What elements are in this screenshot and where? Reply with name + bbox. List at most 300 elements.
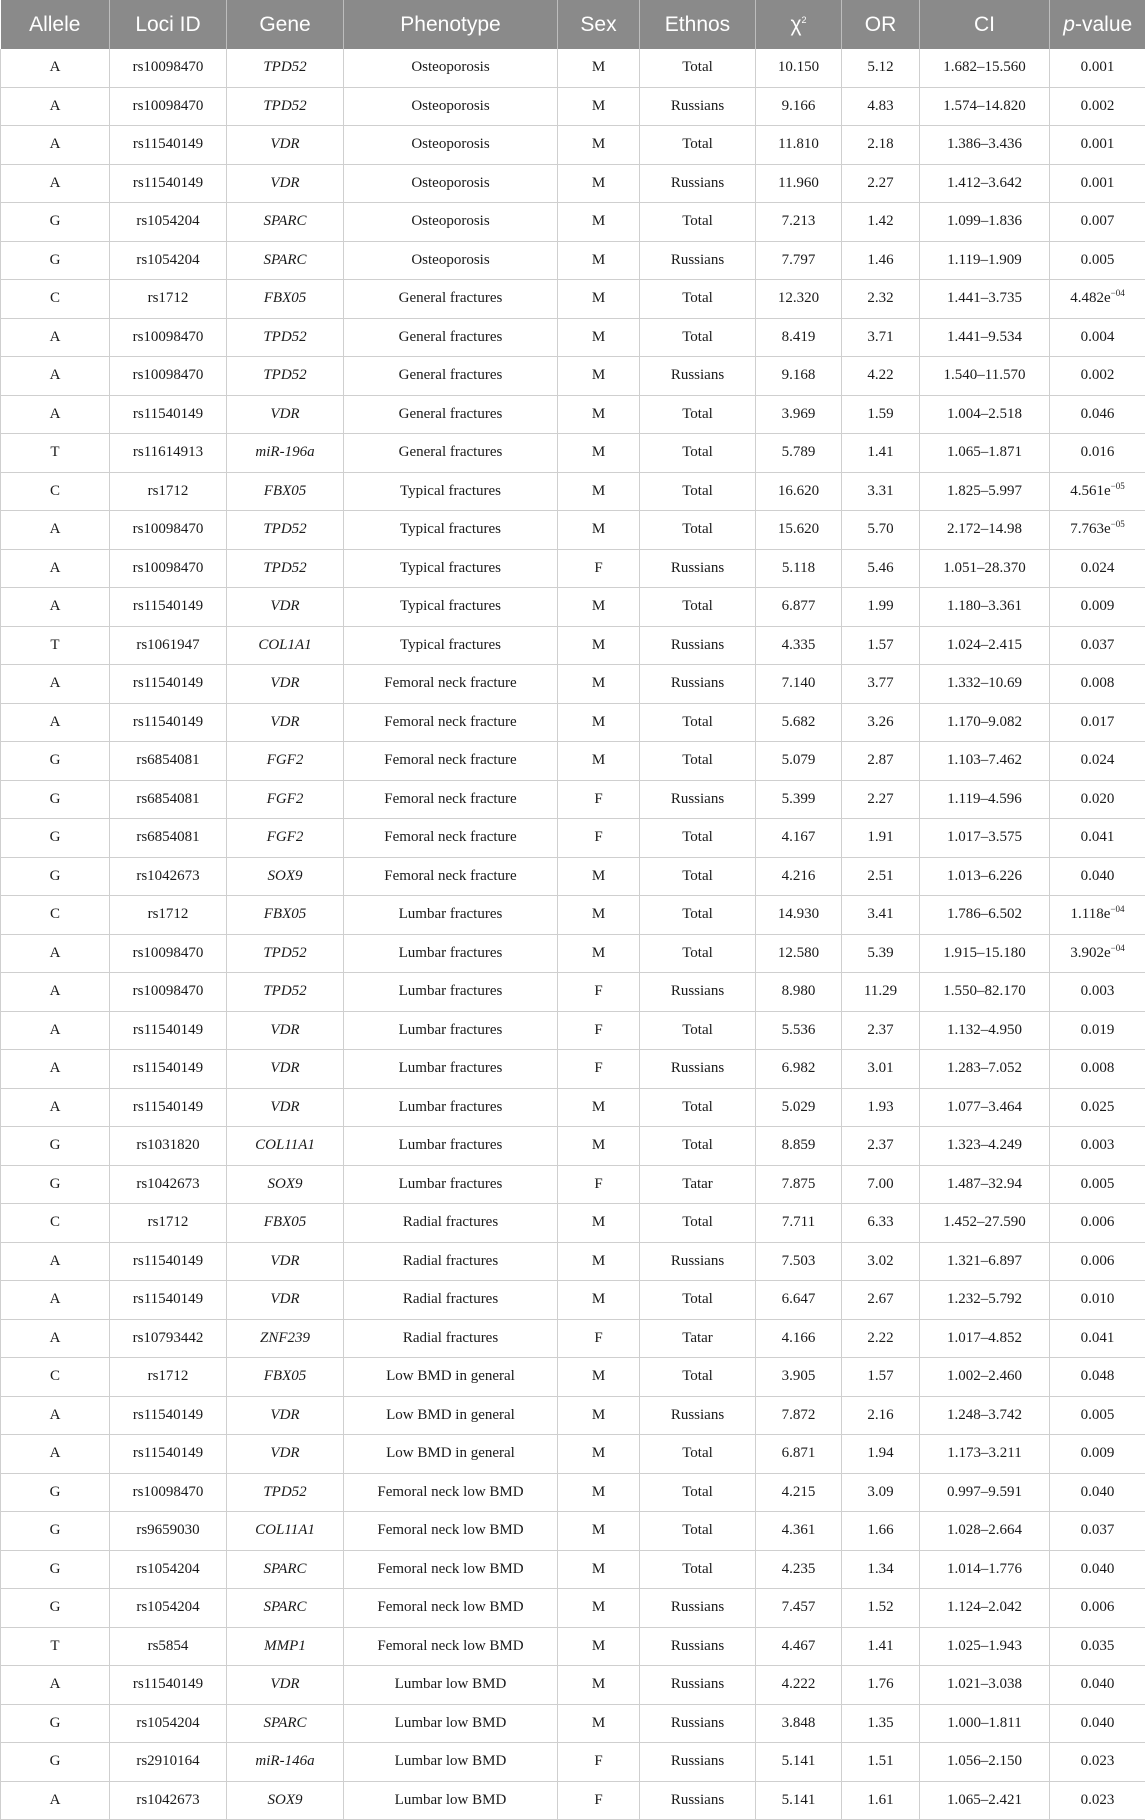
p-value-text: 0.046 [1081, 406, 1115, 422]
table-row [1, 588, 1145, 627]
cell-ethnos: Total [640, 472, 756, 511]
cell-allele: A [1, 1050, 110, 1089]
cell-gene: VDR [227, 1011, 344, 1050]
table-row [1, 1743, 1145, 1782]
cell-sex: M [558, 126, 640, 165]
p-value-text: 0.041 [1081, 829, 1115, 845]
cell-p-value [1050, 280, 1145, 319]
cell-gene: VDR [227, 588, 344, 627]
cell-ci: 1.017–4.852 [920, 1319, 1050, 1358]
p-value-exponent: −05 [1111, 519, 1125, 529]
cell-ci: 1.017–3.575 [920, 819, 1050, 858]
cell-or: 1.41 [842, 1627, 920, 1666]
cell-p-value [1050, 1396, 1145, 1435]
cell-ethnos: Total [640, 934, 756, 973]
p-value-exponent: −04 [1111, 943, 1125, 953]
cell-ci: 1.077–3.464 [920, 1088, 1050, 1127]
cell-allele: A [1, 49, 110, 87]
cell-gene: FGF2 [227, 780, 344, 819]
table-row [1, 511, 1145, 550]
cell-or: 1.34 [842, 1550, 920, 1589]
header-chi-square [756, 0, 842, 49]
cell-allele: G [1, 780, 110, 819]
cell-chi-square: 5.789 [756, 434, 842, 473]
cell-sex: M [558, 472, 640, 511]
p-value-text: 0.006 [1081, 1599, 1115, 1615]
cell-loci-id: rs10098470 [110, 511, 227, 550]
cell-gene: TPD52 [227, 511, 344, 550]
cell-phenotype: Femoral neck fracture [344, 857, 558, 896]
cell-loci-id: rs6854081 [110, 780, 227, 819]
table-row [1, 472, 1145, 511]
cell-sex: M [558, 626, 640, 665]
cell-chi-square: 3.905 [756, 1358, 842, 1397]
cell-ethnos: Total [640, 1204, 756, 1243]
cell-allele: A [1, 1435, 110, 1474]
cell-sex: M [558, 434, 640, 473]
cell-phenotype: General fractures [344, 357, 558, 396]
table-row [1, 1704, 1145, 1743]
cell-allele: C [1, 1358, 110, 1397]
cell-gene: SPARC [227, 1704, 344, 1743]
cell-ci: 1.386–3.436 [920, 126, 1050, 165]
p-value-text: 0.040 [1081, 1676, 1115, 1692]
cell-chi-square: 8.859 [756, 1127, 842, 1166]
cell-loci-id: rs10098470 [110, 1473, 227, 1512]
cell-or: 5.12 [842, 49, 920, 87]
cell-phenotype: Low BMD in general [344, 1396, 558, 1435]
cell-ethnos: Total [640, 1281, 756, 1320]
cell-ethnos: Russians [640, 1050, 756, 1089]
p-value-text: 0.008 [1081, 1060, 1115, 1076]
cell-gene: VDR [227, 1088, 344, 1127]
cell-chi-square: 4.222 [756, 1666, 842, 1705]
cell-allele: A [1, 1281, 110, 1320]
cell-loci-id: rs11540149 [110, 1281, 227, 1320]
cell-loci-id: rs1712 [110, 472, 227, 511]
p-value-text: 0.040 [1081, 1715, 1115, 1731]
cell-sex: M [558, 588, 640, 627]
cell-ethnos: Russians [640, 626, 756, 665]
p-value-text: 0.003 [1081, 983, 1115, 999]
cell-phenotype: Lumbar fractures [344, 1165, 558, 1204]
cell-chi-square: 4.335 [756, 626, 842, 665]
cell-phenotype: Typical fractures [344, 626, 558, 665]
cell-loci-id: rs11540149 [110, 1050, 227, 1089]
table-row [1, 549, 1145, 588]
cell-p-value [1050, 1704, 1145, 1743]
cell-gene: SOX9 [227, 1165, 344, 1204]
cell-allele: A [1, 1011, 110, 1050]
cell-chi-square: 4.467 [756, 1627, 842, 1666]
cell-gene: FGF2 [227, 742, 344, 781]
cell-chi-square: 9.166 [756, 87, 842, 126]
cell-loci-id: rs11540149 [110, 126, 227, 165]
cell-loci-id: rs10098470 [110, 357, 227, 396]
cell-p-value [1050, 87, 1145, 126]
cell-chi-square: 7.797 [756, 241, 842, 280]
p-value-text: 0.002 [1081, 98, 1115, 114]
cell-phenotype: Femoral neck fracture [344, 819, 558, 858]
cell-allele: A [1, 1666, 110, 1705]
cell-loci-id: rs1712 [110, 1358, 227, 1397]
cell-ethnos: Russians [640, 1743, 756, 1782]
cell-p-value [1050, 819, 1145, 858]
cell-or: 3.31 [842, 472, 920, 511]
cell-allele: G [1, 203, 110, 242]
cell-or: 5.70 [842, 511, 920, 550]
cell-phenotype: Typical fractures [344, 549, 558, 588]
cell-ci: 1.540–11.570 [920, 357, 1050, 396]
cell-p-value [1050, 511, 1145, 550]
cell-gene: SPARC [227, 241, 344, 280]
header-chi-symbol: χ [790, 13, 801, 36]
cell-sex: M [558, 1242, 640, 1281]
cell-chi-square: 3.969 [756, 395, 842, 434]
cell-sex: F [558, 780, 640, 819]
cell-chi-square: 7.711 [756, 1204, 842, 1243]
header-loci-id: Loci ID [110, 0, 227, 49]
table-row [1, 1088, 1145, 1127]
table-row [1, 1473, 1145, 1512]
cell-gene: TPD52 [227, 934, 344, 973]
cell-p-value [1050, 1011, 1145, 1050]
cell-or: 1.46 [842, 241, 920, 280]
cell-ethnos: Total [640, 434, 756, 473]
cell-phenotype: Osteoporosis [344, 203, 558, 242]
cell-gene: ZNF239 [227, 1319, 344, 1358]
p-value-text: 0.023 [1081, 1792, 1115, 1808]
header-p-rest: -value [1075, 13, 1132, 36]
cell-ethnos: Russians [640, 1666, 756, 1705]
cell-p-value [1050, 1512, 1145, 1551]
cell-sex: F [558, 1781, 640, 1820]
cell-or: 2.51 [842, 857, 920, 896]
cell-or: 1.41 [842, 434, 920, 473]
table-row [1, 1319, 1145, 1358]
cell-or: 1.99 [842, 588, 920, 627]
cell-phenotype: Femoral neck low BMD [344, 1589, 558, 1628]
cell-ci: 1.132–4.950 [920, 1011, 1050, 1050]
cell-or: 2.18 [842, 126, 920, 165]
cell-phenotype: Lumbar fractures [344, 973, 558, 1012]
cell-chi-square: 3.848 [756, 1704, 842, 1743]
cell-allele: G [1, 1512, 110, 1551]
cell-allele: G [1, 1165, 110, 1204]
cell-phenotype: Femoral neck low BMD [344, 1512, 558, 1551]
cell-phenotype: Osteoporosis [344, 241, 558, 280]
cell-p-value [1050, 626, 1145, 665]
cell-ci: 1.786–6.502 [920, 896, 1050, 935]
cell-p-value [1050, 588, 1145, 627]
cell-chi-square: 16.620 [756, 472, 842, 511]
cell-gene: SOX9 [227, 857, 344, 896]
table-row [1, 241, 1145, 280]
header-sex: Sex [558, 0, 640, 49]
cell-chi-square: 4.167 [756, 819, 842, 858]
cell-chi-square: 4.235 [756, 1550, 842, 1589]
cell-phenotype: General fractures [344, 280, 558, 319]
p-value-text: 0.040 [1081, 1484, 1115, 1500]
cell-p-value [1050, 934, 1145, 973]
p-value-text: 0.040 [1081, 868, 1115, 884]
header-p-value [1050, 0, 1145, 49]
cell-p-value [1050, 1627, 1145, 1666]
cell-allele: A [1, 1781, 110, 1820]
cell-sex: M [558, 1512, 640, 1551]
cell-p-value [1050, 742, 1145, 781]
table-row [1, 1666, 1145, 1705]
cell-or: 2.16 [842, 1396, 920, 1435]
cell-sex: M [558, 1666, 640, 1705]
cell-or: 1.51 [842, 1743, 920, 1782]
cell-or: 3.41 [842, 896, 920, 935]
table-row [1, 434, 1145, 473]
cell-ethnos: Total [640, 1358, 756, 1397]
cell-allele: A [1, 511, 110, 550]
cell-ethnos: Russians [640, 164, 756, 203]
table-row [1, 934, 1145, 973]
table-row [1, 1550, 1145, 1589]
p-value-text: 0.001 [1081, 175, 1115, 191]
cell-p-value [1050, 1281, 1145, 1320]
cell-loci-id: rs11540149 [110, 665, 227, 704]
cell-loci-id: rs1712 [110, 1204, 227, 1243]
cell-ci: 1.124–2.042 [920, 1589, 1050, 1628]
cell-ci: 1.452–27.590 [920, 1204, 1050, 1243]
cell-gene: TPD52 [227, 1473, 344, 1512]
cell-gene: TPD52 [227, 357, 344, 396]
table-row [1, 1512, 1145, 1551]
cell-ethnos: Russians [640, 549, 756, 588]
cell-phenotype: Femoral neck low BMD [344, 1473, 558, 1512]
cell-loci-id: rs1054204 [110, 1589, 227, 1628]
cell-or: 1.59 [842, 395, 920, 434]
cell-ethnos: Total [640, 1088, 756, 1127]
cell-ci: 1.232–5.792 [920, 1281, 1050, 1320]
cell-ci: 1.825–5.997 [920, 472, 1050, 511]
cell-loci-id: rs10098470 [110, 318, 227, 357]
cell-p-value [1050, 472, 1145, 511]
cell-ci: 1.441–9.534 [920, 318, 1050, 357]
cell-p-value [1050, 318, 1145, 357]
table-row [1, 126, 1145, 165]
header-chi-superscript: 2 [802, 15, 807, 25]
table-row [1, 395, 1145, 434]
cell-or: 1.61 [842, 1781, 920, 1820]
cell-ci: 1.021–3.038 [920, 1666, 1050, 1705]
cell-ci: 1.099–1.836 [920, 203, 1050, 242]
cell-ci: 1.574–14.820 [920, 87, 1050, 126]
cell-or: 6.33 [842, 1204, 920, 1243]
p-value-text: 0.020 [1081, 791, 1115, 807]
cell-chi-square: 7.140 [756, 665, 842, 704]
cell-allele: G [1, 742, 110, 781]
p-value-text: 0.006 [1081, 1253, 1115, 1269]
cell-phenotype: Radial fractures [344, 1242, 558, 1281]
cell-allele: C [1, 1204, 110, 1243]
cell-phenotype: Osteoporosis [344, 126, 558, 165]
cell-gene: VDR [227, 164, 344, 203]
cell-gene: FGF2 [227, 819, 344, 858]
cell-chi-square: 6.871 [756, 1435, 842, 1474]
cell-loci-id: rs1712 [110, 280, 227, 319]
p-value-exponent: −04 [1111, 288, 1125, 298]
cell-or: 1.91 [842, 819, 920, 858]
cell-ethnos: Total [640, 819, 756, 858]
cell-chi-square: 5.682 [756, 703, 842, 742]
cell-allele: G [1, 819, 110, 858]
cell-allele: A [1, 665, 110, 704]
cell-gene: TPD52 [227, 549, 344, 588]
cell-allele: G [1, 1743, 110, 1782]
cell-chi-square: 7.213 [756, 203, 842, 242]
cell-sex: M [558, 1473, 640, 1512]
cell-loci-id: rs6854081 [110, 742, 227, 781]
cell-p-value [1050, 1435, 1145, 1474]
cell-sex: F [558, 1165, 640, 1204]
p-value-text: 0.017 [1081, 714, 1115, 730]
cell-loci-id: rs6854081 [110, 819, 227, 858]
cell-or: 3.09 [842, 1473, 920, 1512]
cell-sex: M [558, 1204, 640, 1243]
cell-sex: F [558, 1011, 640, 1050]
cell-loci-id: rs1054204 [110, 241, 227, 280]
cell-allele: G [1, 1127, 110, 1166]
cell-gene: TPD52 [227, 973, 344, 1012]
cell-loci-id: rs1042673 [110, 857, 227, 896]
cell-loci-id: rs10098470 [110, 49, 227, 87]
cell-sex: M [558, 1358, 640, 1397]
cell-phenotype: Lumbar fractures [344, 1088, 558, 1127]
cell-or: 1.42 [842, 203, 920, 242]
cell-loci-id: rs9659030 [110, 1512, 227, 1551]
cell-loci-id: rs11540149 [110, 1088, 227, 1127]
p-value-exponent: −04 [1110, 904, 1124, 914]
table-row [1, 1589, 1145, 1628]
p-value-text: 0.048 [1081, 1368, 1115, 1384]
cell-sex: M [558, 1396, 640, 1435]
cell-or: 3.02 [842, 1242, 920, 1281]
table-row [1, 780, 1145, 819]
cell-or: 2.22 [842, 1319, 920, 1358]
cell-allele: G [1, 1550, 110, 1589]
cell-p-value [1050, 203, 1145, 242]
cell-sex: F [558, 1050, 640, 1089]
cell-p-value [1050, 703, 1145, 742]
cell-sex: F [558, 973, 640, 1012]
cell-gene: MMP1 [227, 1627, 344, 1666]
cell-gene: TPD52 [227, 49, 344, 87]
cell-sex: M [558, 934, 640, 973]
p-value-text: 0.040 [1081, 1561, 1115, 1577]
cell-ci: 1.173–3.211 [920, 1435, 1050, 1474]
table-row [1, 1281, 1145, 1320]
cell-gene: SOX9 [227, 1781, 344, 1820]
cell-gene: miR-146a [227, 1743, 344, 1782]
cell-or: 2.67 [842, 1281, 920, 1320]
cell-allele: A [1, 588, 110, 627]
table-row [1, 1435, 1145, 1474]
cell-sex: M [558, 1127, 640, 1166]
cell-sex: M [558, 280, 640, 319]
p-value-text: 0.005 [1081, 252, 1115, 268]
cell-ci: 1.002–2.460 [920, 1358, 1050, 1397]
p-value-text: 0.009 [1081, 1445, 1115, 1461]
cell-ci: 1.051–28.370 [920, 549, 1050, 588]
cell-allele: G [1, 241, 110, 280]
cell-ci: 1.103–7.462 [920, 742, 1050, 781]
cell-sex: M [558, 896, 640, 935]
cell-chi-square: 5.536 [756, 1011, 842, 1050]
cell-sex: M [558, 665, 640, 704]
p-value-text: 0.009 [1081, 598, 1115, 614]
cell-or: 2.32 [842, 280, 920, 319]
cell-or: 5.39 [842, 934, 920, 973]
cell-ci: 1.323–4.249 [920, 1127, 1050, 1166]
cell-ethnos: Total [640, 1127, 756, 1166]
cell-ethnos: Total [640, 511, 756, 550]
cell-ci: 1.550–82.170 [920, 973, 1050, 1012]
cell-ethnos: Total [640, 857, 756, 896]
table-row [1, 973, 1145, 1012]
cell-phenotype: Osteoporosis [344, 49, 558, 87]
table-row [1, 49, 1145, 87]
cell-ethnos: Total [640, 203, 756, 242]
cell-loci-id: rs1054204 [110, 1704, 227, 1743]
cell-phenotype: Lumbar fractures [344, 1011, 558, 1050]
cell-ethnos: Russians [640, 1627, 756, 1666]
cell-ethnos: Russians [640, 87, 756, 126]
p-value-text: 0.037 [1081, 637, 1115, 653]
cell-phenotype: Radial fractures [344, 1319, 558, 1358]
cell-loci-id: rs11540149 [110, 395, 227, 434]
table-row [1, 164, 1145, 203]
cell-ethnos: Total [640, 588, 756, 627]
cell-p-value [1050, 1666, 1145, 1705]
cell-allele: A [1, 357, 110, 396]
p-value-text: 4.561e [1070, 483, 1110, 499]
cell-ethnos: Total [640, 280, 756, 319]
cell-chi-square: 4.216 [756, 857, 842, 896]
cell-gene: TPD52 [227, 87, 344, 126]
cell-phenotype: General fractures [344, 434, 558, 473]
cell-gene: VDR [227, 1435, 344, 1474]
cell-loci-id: rs10098470 [110, 973, 227, 1012]
cell-ethnos: Russians [640, 1589, 756, 1628]
cell-ci: 1.682–15.560 [920, 49, 1050, 87]
table-header [1, 0, 1145, 49]
cell-p-value [1050, 1781, 1145, 1820]
p-value-text: 0.023 [1081, 1753, 1115, 1769]
cell-loci-id: rs11540149 [110, 1396, 227, 1435]
cell-ci: 1.441–3.735 [920, 280, 1050, 319]
cell-phenotype: Osteoporosis [344, 87, 558, 126]
cell-gene: FBX05 [227, 280, 344, 319]
cell-allele: C [1, 896, 110, 935]
cell-sex: M [558, 1435, 640, 1474]
cell-p-value [1050, 49, 1145, 87]
cell-chi-square: 4.215 [756, 1473, 842, 1512]
cell-sex: M [558, 357, 640, 396]
cell-chi-square: 4.361 [756, 1512, 842, 1551]
cell-ethnos: Russians [640, 973, 756, 1012]
cell-sex: M [558, 1088, 640, 1127]
p-value-text: 0.025 [1081, 1099, 1115, 1115]
cell-chi-square: 6.647 [756, 1281, 842, 1320]
cell-allele: A [1, 703, 110, 742]
table-row [1, 665, 1145, 704]
